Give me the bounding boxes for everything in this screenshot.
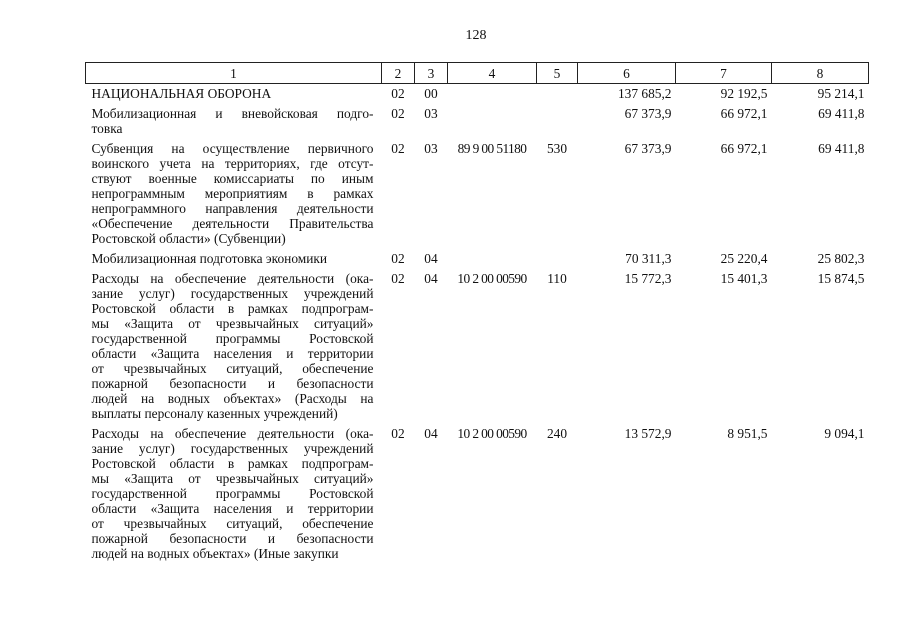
amount-cell: 13 572,9 (624, 426, 672, 441)
table-row (86, 84, 869, 105)
row-name-line: от чрезвычайных ситуаций, обеспечение (91, 516, 374, 531)
amount-cell: 95 214,1 (817, 86, 865, 101)
row-name-line: людей на водных объектах» (Расходы на (91, 391, 374, 406)
column-header: 8 (772, 63, 869, 84)
expense-type-cell (537, 104, 578, 139)
row-name-cell (86, 424, 382, 564)
row-name-line: Ростовской области в рамках подпрограм- (91, 456, 374, 471)
subsection-code-cell: 03 (424, 106, 438, 121)
amount-cell: 67 373,9 (624, 106, 672, 121)
amount-cell: 25 802,3 (817, 251, 865, 266)
row-name-line: области «Защита населения и территории (91, 501, 374, 516)
row-name-line: государственной программы Ростовской (91, 331, 374, 346)
table-row (86, 139, 869, 249)
row-name-cell (86, 139, 382, 249)
target-article-cell (448, 84, 537, 105)
row-name-line: непрограммным мероприятиям в рамках (91, 186, 374, 201)
amount-cell: 70 311,3 (625, 251, 672, 266)
row-name-cell (86, 269, 382, 424)
row-name-line: товка (91, 121, 123, 136)
amount-cell: 15 401,3 (720, 271, 768, 286)
subsection-code-cell: 03 (424, 141, 438, 156)
expense-type-cell: 530 (546, 141, 568, 156)
amount-cell: 69 411,8 (818, 141, 865, 156)
budget-table (85, 62, 869, 564)
amount-cell: 15 874,5 (817, 271, 865, 286)
amount-cell: 25 220,4 (720, 251, 768, 266)
row-name-line: ствуют военные комиссариаты по иным (91, 171, 374, 186)
amount-cell: 8 951,5 (727, 426, 768, 441)
expense-type-cell (537, 249, 578, 269)
target-article-cell (448, 249, 537, 269)
amount-cell: 69 411,8 (818, 106, 865, 121)
row-name-line: Мобилизационная подготовка экономики (91, 251, 328, 266)
row-name-line: Субвенция на осуществление первичного (91, 141, 374, 156)
row-name-line: непрограммного направления деятельности (91, 201, 374, 216)
row-name-line: зание услуг) государственных учреждений (91, 441, 374, 456)
row-name-line: мы «Защита от чрезвычайных ситуаций» (91, 471, 374, 486)
target-article-cell (448, 104, 537, 139)
amount-cell: 9 094,1 (824, 426, 865, 441)
table-body (86, 84, 869, 565)
amount-cell: 66 972,1 (720, 141, 768, 156)
row-name-line: воинского учета на территориях, где отсут- (91, 156, 374, 171)
row-name-line: выплаты персоналу казенных учреждений) (91, 406, 338, 421)
target-article-cell: 10 2 00 00590 (457, 426, 527, 441)
column-header: 1 (86, 63, 382, 84)
column-header: 7 (676, 63, 772, 84)
row-name-line: области «Защита населения и территории (91, 346, 374, 361)
column-header: 5 (537, 63, 578, 84)
row-name-line: государственной программы Ростовской (91, 486, 374, 501)
section-code-cell: 02 (391, 141, 405, 156)
target-article-cell: 89 9 00 51180 (457, 141, 527, 156)
row-name-line: пожарной безопасности и безопасности (91, 531, 374, 546)
column-header: 3 (415, 63, 448, 84)
expense-type-cell (537, 84, 578, 105)
row-name-line: от чрезвычайных ситуаций, обеспечение (91, 361, 374, 376)
row-name-line: «Обеспечение деятельности Правительства (91, 216, 374, 231)
row-name-line: Мобилизационная и вневойсковая подго- (91, 106, 374, 121)
row-name-line: Ростовской области в рамках подпрограм- (91, 301, 374, 316)
row-name-line: пожарной безопасности и безопасности (91, 376, 374, 391)
section-code-cell: 02 (391, 106, 405, 121)
column-header: 4 (448, 63, 537, 84)
row-name-cell (86, 104, 382, 139)
expense-type-cell: 110 (547, 271, 567, 286)
section-code-cell: 02 (391, 426, 405, 441)
row-name-line: Ростовской области» (Субвенции) (91, 231, 286, 246)
row-name-line: Расходы на обеспечение деятельности (ока- (91, 426, 374, 441)
table-row (86, 249, 869, 269)
page-number: 128 (465, 28, 487, 43)
target-article-cell: 10 2 00 00590 (457, 271, 527, 286)
row-name-line: НАЦИОНАЛЬНАЯ ОБОРОНА (91, 86, 272, 101)
amount-cell: 67 373,9 (624, 141, 672, 156)
amount-cell: 66 972,1 (720, 106, 768, 121)
amount-cell: 137 685,2 (617, 86, 672, 101)
amount-cell: 15 772,3 (624, 271, 672, 286)
table-row (86, 269, 869, 424)
row-name-line: зание услуг) государственных учреждений (91, 286, 374, 301)
subsection-code-cell: 04 (424, 426, 438, 441)
section-code-cell: 02 (391, 251, 405, 266)
row-name-line: Расходы на обеспечение деятельности (ока- (91, 271, 374, 286)
row-name-cell (86, 84, 382, 105)
section-code-cell: 02 (391, 86, 405, 101)
subsection-code-cell: 04 (424, 251, 438, 266)
row-name-line: мы «Защита от чрезвычайных ситуаций» (91, 316, 374, 331)
column-header: 6 (578, 63, 676, 84)
expense-type-cell: 240 (546, 426, 568, 441)
table-row (86, 104, 869, 139)
amount-cell: 92 192,5 (720, 86, 768, 101)
table-row (86, 424, 869, 564)
subsection-code-cell: 00 (424, 86, 438, 101)
row-name-line: людей на водных объектах» (Иные закупки (91, 546, 339, 561)
table-header-row (86, 63, 869, 84)
subsection-code-cell: 04 (424, 271, 438, 286)
column-header: 2 (382, 63, 415, 84)
row-name-cell (86, 249, 382, 269)
section-code-cell: 02 (391, 271, 405, 286)
